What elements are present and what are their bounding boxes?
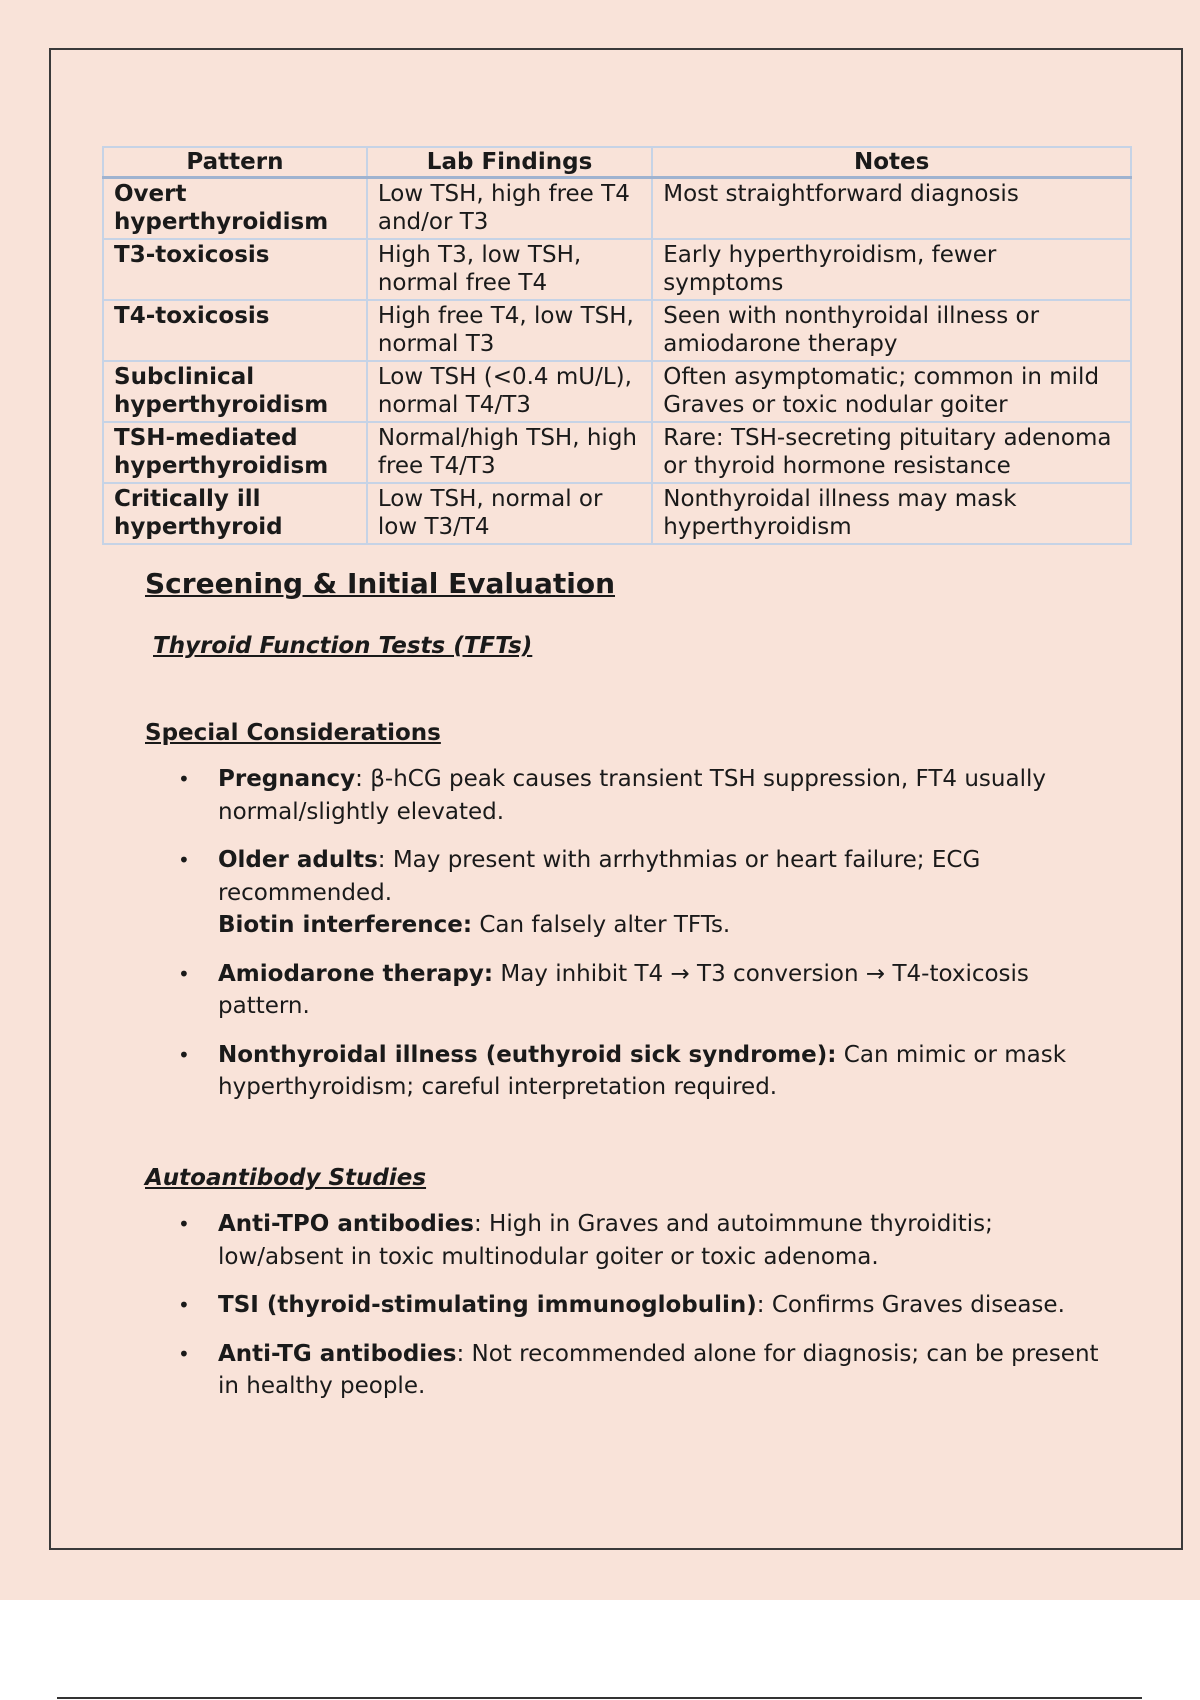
header-notes: Notes bbox=[652, 147, 1131, 178]
list-item bbox=[145, 1289, 1105, 1322]
special-considerations-heading: Special Considerations bbox=[145, 719, 441, 746]
item-text: : β-hCG peak causes transient TSH suppression, FT4 usually normal/slightly elevated. bbox=[218, 766, 1046, 825]
document-body bbox=[145, 566, 1105, 1419]
list-item bbox=[145, 958, 1105, 1023]
notes-cell: Nonthyroidal illness may mask hyperthyroidism bbox=[652, 483, 1131, 544]
item-term: Older adults bbox=[218, 847, 378, 873]
item-term: Biotin interference: bbox=[218, 912, 473, 938]
lab-findings-cell: Low TSH, high free T4 and/or T3 bbox=[367, 178, 652, 240]
pattern-cell: Overt hyperthyroidism bbox=[103, 178, 367, 240]
list-item bbox=[145, 1338, 1105, 1403]
special-considerations-list bbox=[145, 763, 1105, 1104]
list-item bbox=[145, 763, 1105, 828]
header-pattern: Pattern bbox=[103, 147, 367, 178]
item-text: : High in Graves and autoimmune thyroiditis; low/absent in toxic multinodular goiter or toxic adenoma. bbox=[218, 1211, 993, 1270]
item-term: Nonthyroidal illness (euthyroid sick syndrome): bbox=[218, 1041, 837, 1068]
tfts-heading: Thyroid Function Tests (TFTs) bbox=[153, 633, 533, 659]
header-lab-findings: Lab Findings bbox=[367, 147, 652, 178]
pattern-cell: TSH-mediated hyperthyroidism bbox=[103, 422, 367, 483]
lab-findings-cell: High T3, low TSH, normal free T4 bbox=[367, 239, 652, 300]
pattern-cell: T3-toxicosis bbox=[103, 239, 367, 300]
pattern-cell: Critically ill hyperthyroid bbox=[103, 483, 367, 544]
list-item bbox=[145, 1039, 1105, 1104]
notes-cell: Early hyperthyroidism, fewer symptoms bbox=[652, 239, 1131, 300]
notes-cell: Most straightforward diagnosis bbox=[652, 178, 1131, 240]
item-text: May inhibit T4 → T3 conversion → T4-toxicosis pattern. bbox=[218, 960, 1029, 1019]
item-text: Can mimic or mask hyperthyroidism; careful interpretation required. bbox=[218, 1041, 1067, 1100]
notes-cell: Often asymptomatic; common in mild Graves or toxic nodular goiter bbox=[652, 361, 1131, 422]
table-header-row bbox=[103, 147, 1131, 178]
table-row bbox=[103, 422, 1131, 483]
list-item bbox=[145, 1208, 1105, 1273]
item-text: : May present with arrhythmias or heart failure; ECG recommended. bbox=[218, 847, 981, 906]
notes-cell: Rare: TSH-secreting pituitary adenoma or thyroid hormone resistance bbox=[652, 422, 1131, 483]
section-title: Screening & Initial Evaluation bbox=[145, 567, 615, 600]
item-text: : Confirms Graves disease. bbox=[756, 1292, 1065, 1318]
item-text: : Not recommended alone for diagnosis; can be present in healthy people. bbox=[218, 1340, 1099, 1399]
table-row bbox=[103, 178, 1131, 240]
item-term: Anti-TPO antibodies bbox=[218, 1211, 474, 1237]
item-term: TSI (thyroid-stimulating immunoglobulin) bbox=[218, 1292, 757, 1318]
table-row bbox=[103, 239, 1131, 300]
lab-findings-cell: Normal/high TSH, high free T4/T3 bbox=[367, 422, 652, 483]
lab-findings-cell: Low TSH (<0.4 mU/L), normal T4/T3 bbox=[367, 361, 652, 422]
item-term: Anti-TG antibodies bbox=[218, 1340, 457, 1367]
footer-rule bbox=[57, 1697, 1142, 1699]
table-row bbox=[103, 483, 1131, 544]
item-term: Pregnancy bbox=[218, 766, 356, 792]
lab-findings-cell: Low TSH, normal or low T3/T4 bbox=[367, 483, 652, 544]
hyperthyroid-patterns-table bbox=[102, 146, 1132, 545]
pattern-cell: Subclinical hyperthyroidism bbox=[103, 361, 367, 422]
table-row bbox=[103, 361, 1131, 422]
pattern-cell: T4-toxicosis bbox=[103, 300, 367, 361]
autoantibody-list bbox=[145, 1208, 1105, 1403]
item-term: Amiodarone therapy: bbox=[218, 960, 494, 987]
table-row bbox=[103, 300, 1131, 361]
item-text: Can falsely alter TFTs. bbox=[472, 912, 731, 938]
list-item bbox=[145, 844, 1105, 942]
lab-findings-cell: High free T4, low TSH, normal T3 bbox=[367, 300, 652, 361]
autoantibody-studies-heading: Autoantibody Studies bbox=[145, 1164, 427, 1191]
notes-cell: Seen with nonthyroidal illness or amiodarone therapy bbox=[652, 300, 1131, 361]
